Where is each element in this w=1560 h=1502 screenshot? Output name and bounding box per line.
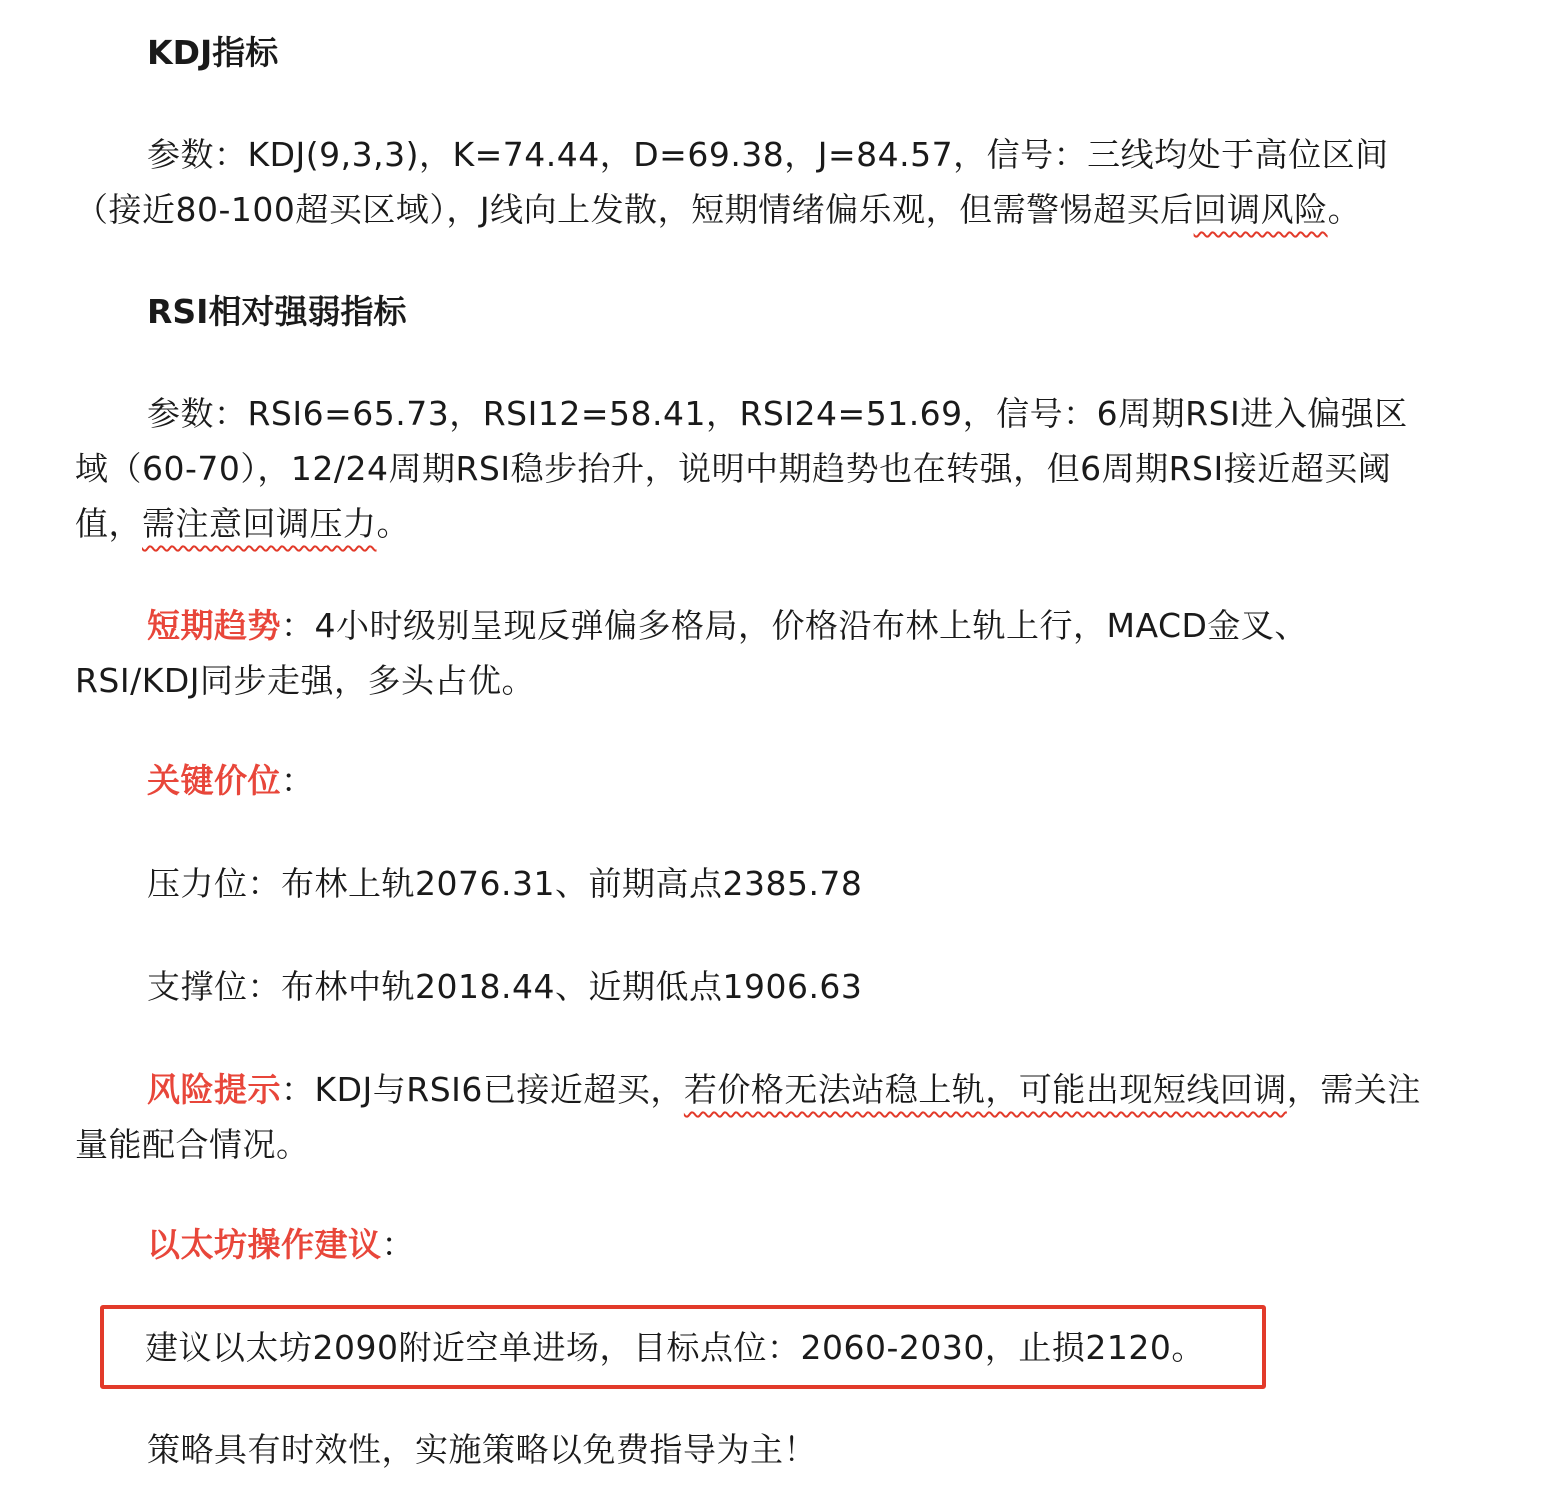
kdj-text: 参数：KDJ(9,3,3)，K=74.44，D=69.38，J=84.57，信号：三线均处于高位区间（接近80-100超买区域），J线向上发散，短期情绪偏乐观，但需警惕超买后 bbox=[75, 135, 1389, 229]
advice-footer: 策略具有时效性，实施策略以免费指导为主！ bbox=[147, 1430, 817, 1469]
kdj-highlight: 回调风险 bbox=[1193, 190, 1328, 229]
kdj-text-end: 。 bbox=[1327, 190, 1362, 229]
rsi-heading: RSI相对强弱指标 bbox=[147, 292, 407, 331]
short-term-text: 4小时级别呈现反弹偏多格局，价格沿布林上轨上行，MACD金叉、RSI/KDJ同步走强，多头占优。 bbox=[75, 606, 1308, 700]
risk-label: 风险提示 bbox=[147, 1070, 281, 1109]
short-term-label: 短期趋势 bbox=[147, 606, 281, 645]
risk-paragraph bbox=[75, 1062, 1430, 1172]
short-term-colon: ： bbox=[281, 606, 315, 645]
rsi-paragraph bbox=[75, 386, 1430, 551]
rsi-highlight: 需注意回调压力 bbox=[142, 504, 377, 543]
kdj-heading: KDJ指标 bbox=[147, 33, 279, 72]
key-levels-colon: ： bbox=[281, 761, 315, 800]
advice-heading bbox=[75, 1217, 1430, 1272]
short-term-paragraph bbox=[75, 598, 1430, 708]
key-levels-heading bbox=[75, 753, 1430, 808]
resistance-line: 压力位：布林上轨2076.31、前期高点2385.78 bbox=[147, 864, 863, 903]
advice-colon: ： bbox=[381, 1225, 415, 1264]
advice-label: 以太坊操作建议 bbox=[147, 1225, 382, 1264]
rsi-text: 参数：RSI6=65.73，RSI12=58.41，RSI24=51.69，信号：6周期RSI进入偏强区域（60-70），12/24周期RSI稳步抬升，说明中期趋势也在转强，但6周期RSI接近超买阈值， bbox=[75, 394, 1408, 543]
risk-colon: ： bbox=[281, 1070, 315, 1109]
key-levels-label: 关键价位 bbox=[147, 761, 281, 800]
risk-text-end: ，需关注量能配合情况。 bbox=[75, 1070, 1421, 1164]
risk-text: KDJ与RSI6已接近超买， bbox=[314, 1070, 684, 1109]
rsi-text-end: 。 bbox=[376, 504, 410, 543]
risk-highlight: 若价格无法站稳上轨，可能出现短线回调 bbox=[683, 1070, 1287, 1109]
kdj-paragraph bbox=[75, 127, 1430, 237]
support-line: 支撑位：布林中轨2018.44、近期低点1906.63 bbox=[147, 967, 863, 1006]
advice-boxed-text: 建议以太坊2090附近空单进场，目标点位：2060-2030，止损2120。 bbox=[145, 1328, 1205, 1367]
